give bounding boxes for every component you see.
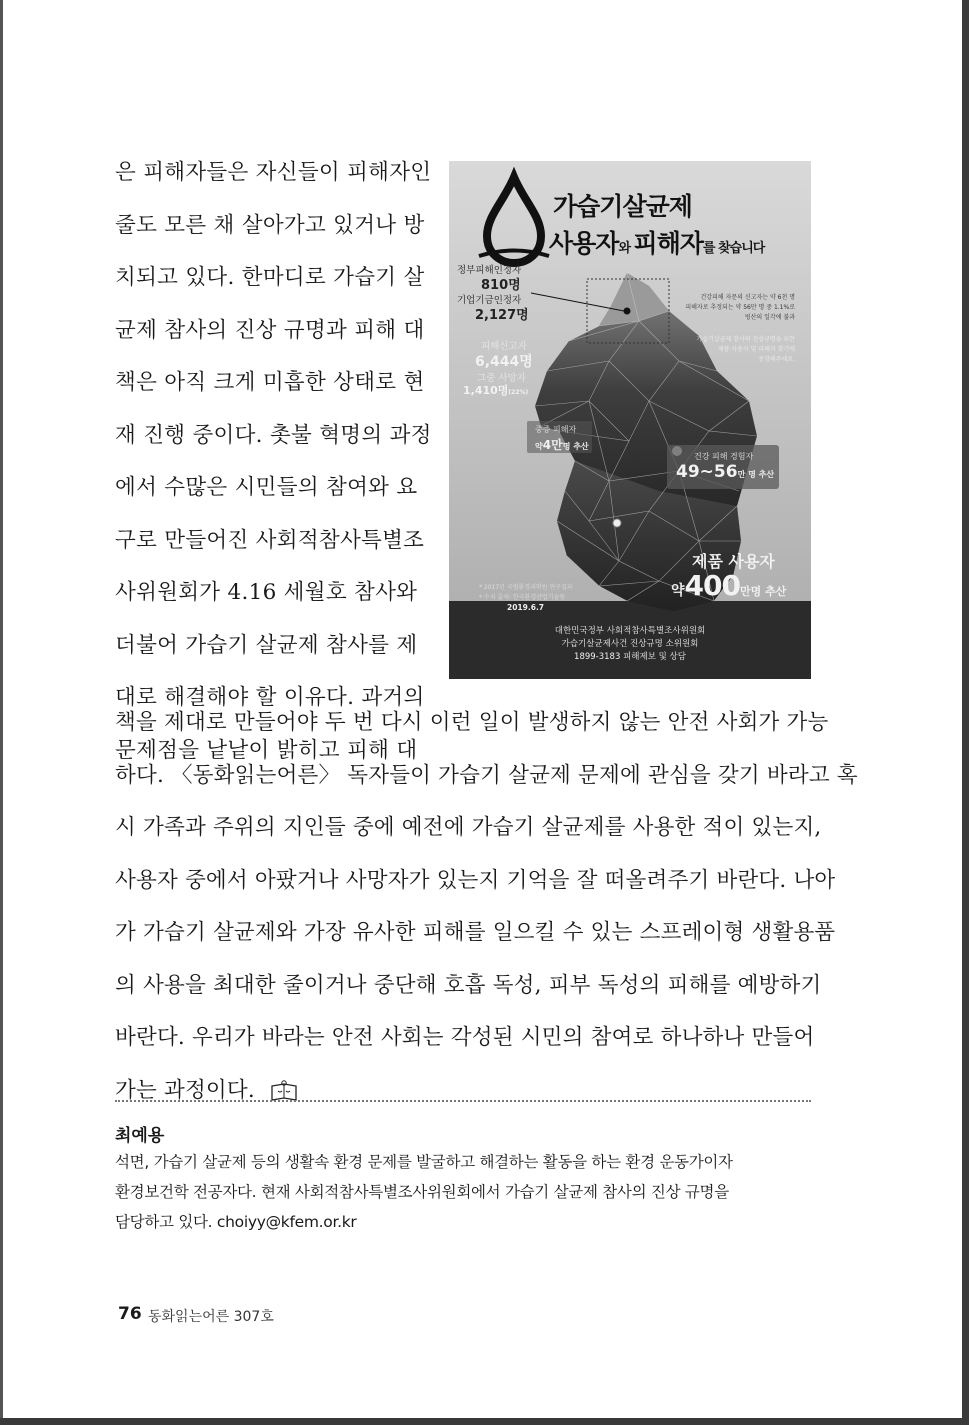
note-line: 제품 사용자 및 피해자 찾기에 bbox=[717, 346, 795, 353]
text-line: 재 진행 중이다. 촛불 혁명의 과정 bbox=[115, 422, 432, 448]
article-text-wrapped bbox=[115, 153, 433, 783]
text-line: 책을 제대로 만들어야 두 번 다시 이런 일이 발생하지 않는 안전 사회가 가능 bbox=[115, 710, 829, 735]
page-frame-left bbox=[0, 0, 3, 1425]
text-line: 균제 참사의 진상 규명과 피해 대 bbox=[115, 317, 425, 343]
last-line-text: 가는 과정이다. bbox=[115, 1077, 255, 1103]
text-line: 은 피해자들은 자신들이 피해자인 bbox=[115, 160, 432, 185]
severe-suffix: 명 추산 bbox=[562, 442, 589, 451]
poster-subtitle-part: 사용자 bbox=[549, 229, 619, 258]
text-line: 대로 해결해야 할 이유다. 과거의 bbox=[115, 685, 425, 710]
poster-footer-line: 1899-3183 피해제보 및 상담 bbox=[574, 652, 686, 662]
author-bio-line: 담당하고 있다. choiyy@kfem.or.kr bbox=[115, 1213, 357, 1231]
death-count bbox=[463, 382, 528, 398]
author-bio-line: 환경보건학 전공자다. 현재 사회적참사특별조사위원회에서 가습기 살균제 참사의 진상 규명을 bbox=[115, 1183, 729, 1201]
text-line: 책은 아직 크게 미흡한 상태로 현 bbox=[115, 370, 425, 395]
author-bio-line: 석면, 가습기 살균제 등의 생활속 환경 문제를 발굴하고 해결하는 활동을 하는 환경 운동가이자 bbox=[115, 1153, 733, 1171]
text-line: 사위원회가 4.16 세월호 참사와 bbox=[115, 580, 418, 605]
poster-subtitle-part: 피해자 bbox=[633, 229, 703, 258]
page-frame-bottom bbox=[0, 1418, 969, 1425]
text-line: 바란다. 우리가 바라는 안전 사회는 각성된 시민의 참여로 하나하나 만들어 bbox=[115, 1025, 815, 1050]
text-line: 구로 만들어진 사회적참사특별조 bbox=[115, 527, 425, 553]
user-suffix: 만명 추산 bbox=[739, 585, 787, 598]
gov-count: 810명 bbox=[481, 278, 521, 293]
poster-subtitle-part: 와 bbox=[618, 241, 634, 256]
corp-label: 기업기금인정자 bbox=[457, 295, 522, 306]
page-number: 76 bbox=[118, 1304, 142, 1324]
poster-footer-line: 가습기살균제사건 진상규명 소위원회 bbox=[561, 639, 699, 649]
user-label: 제품 사용자 bbox=[692, 552, 775, 571]
note-line: 동참해주세요. bbox=[758, 356, 795, 363]
text-line: 의 사용을 최대한 줄이거나 중단해 호흡 독성, 피부 독성의 피해를 예방하기 bbox=[115, 972, 822, 998]
section-divider bbox=[115, 1100, 811, 1102]
text-line: 문제점을 낱낱이 밝히고 피해 대 bbox=[115, 737, 418, 763]
user-value: 400 bbox=[684, 569, 740, 602]
health-value: 49~56 bbox=[676, 462, 738, 482]
severe-prefix: 약 bbox=[535, 442, 543, 451]
user-prefix: 약 bbox=[671, 583, 685, 599]
health-count bbox=[676, 462, 774, 482]
source-line: * 수치 출처: 한국환경산업기술원 bbox=[479, 594, 566, 601]
end-mark-icon bbox=[270, 1080, 298, 1102]
note-line: 가습기살균제 참사의 진상규명을 위한 bbox=[696, 336, 795, 343]
health-suffix: 만 명 추산 bbox=[737, 470, 775, 479]
poster-date: 2019.6.7 bbox=[507, 603, 545, 612]
report-count: 6,444명 bbox=[475, 354, 533, 370]
report-label: 피해신고자 bbox=[481, 341, 527, 352]
article-text-full bbox=[115, 703, 858, 1123]
severe-count bbox=[535, 436, 589, 453]
poster-source bbox=[479, 583, 573, 603]
poster-subtitle bbox=[549, 224, 764, 260]
text-line: 하다. 〈동화읽는어른〉 독자들이 가습기 살균제 문제에 관심을 갖기 바라고 혹 bbox=[115, 762, 858, 788]
source-line: * 2017년 국립환경과학원 연구결과 bbox=[479, 584, 573, 591]
note-line: 빙산의 일각에 불과 bbox=[744, 314, 795, 321]
author-name: 최예용 bbox=[115, 1126, 165, 1146]
text-line-last bbox=[115, 1071, 815, 1124]
note-line: 피해자로 추정되는 약 56만 명 중 1.1%로 bbox=[685, 304, 795, 311]
note-line: 건강피해 자문의 신고자는 약 6천 명 bbox=[700, 294, 795, 301]
poster-note-right-2 bbox=[697, 335, 795, 365]
death-label: 그중 사망자 bbox=[477, 373, 526, 384]
text-line: 가 가습기 살균제와 가장 유사한 피해를 일으킬 수 있는 스프레이형 생활용품 bbox=[115, 920, 836, 945]
death-count-pct: (22%) bbox=[508, 389, 529, 396]
poster-note-right bbox=[685, 293, 795, 323]
poster-footer-line: 대한민국정부 사회적참사특별조사위원회 bbox=[554, 626, 706, 636]
text-line: 더불어 가습기 살균제 참사를 제 bbox=[115, 632, 418, 658]
poster-subtitle-part: 를 찾습니다 bbox=[703, 241, 765, 256]
page-frame-right bbox=[962, 0, 969, 1425]
severe-value: 4만 bbox=[542, 438, 563, 452]
user-count bbox=[671, 569, 786, 602]
text-line: 사용자 중에서 아팠거나 사망자가 있는지 기억을 잘 떠올려주기 바란다. 나아 bbox=[115, 867, 836, 893]
text-line: 치되고 있다. 한마디로 가습기 살 bbox=[115, 265, 425, 290]
gov-label: 정부피해인정자 bbox=[457, 265, 522, 276]
health-label: 건강 피해 경험자 bbox=[694, 452, 754, 461]
poster-title: 가습기살균제 bbox=[553, 192, 692, 221]
text-line: 시 가족과 주위의 지인들 중에 예전에 가습기 살균제를 사용한 적이 있는지, bbox=[115, 815, 822, 840]
magazine-issue: 동화읽는어른 307호 bbox=[148, 1309, 274, 1325]
text-line: 줄도 모른 채 살아가고 있거나 방 bbox=[115, 212, 425, 238]
corp-count: 2,127명 bbox=[475, 308, 529, 323]
campaign-poster bbox=[449, 161, 811, 679]
death-count-value: 1,410명 bbox=[463, 384, 509, 397]
text-line: 에서 수많은 시민들의 참여와 요 bbox=[115, 475, 418, 500]
severe-label: 중증 피해자 bbox=[535, 425, 577, 434]
